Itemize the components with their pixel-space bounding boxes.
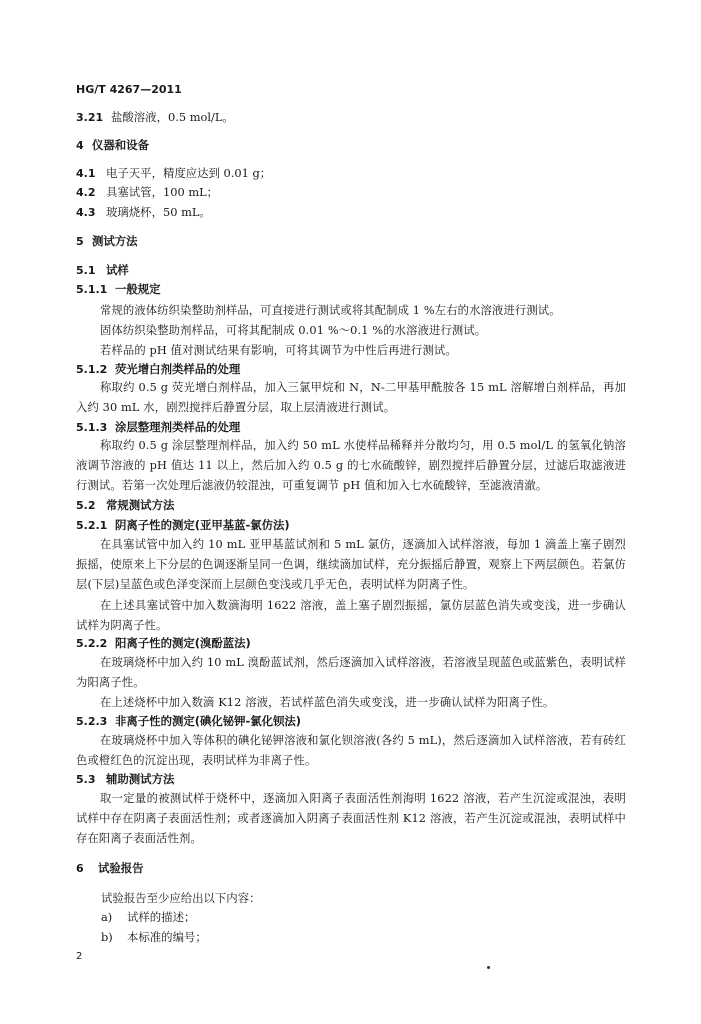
clause-4-2	[76, 185, 218, 200]
clause-5-1-3-paragraph: 称取约 0.5 g 涂层整理剂样品，加入约 50 mL 水使样品稀释并分散均匀，用 0.5 mol/L 的氢氧化钠溶液调节溶液的 pH 值达 11 以上，然后加入约 0.5 g 的七水硫酸锌，剧烈搅拌后静置分层，过滤后取滤液进行测试。若第一次处理后滤液仍较混浊，可重复调节 pH 值和加入七水硫酸锌，至滤液清澈。	[76, 439, 626, 492]
clause-number: 3.21	[76, 111, 104, 124]
page-number: 2	[76, 951, 83, 962]
clause-4-3	[76, 205, 211, 220]
clause-number: 5.2.3	[76, 715, 108, 728]
section-number: 4	[76, 139, 84, 152]
clause-number: 5.2.2	[76, 637, 108, 650]
clause-5-1-1-paragraph-3: 若样品的 pH 值对测试结果有影响，可将其调节为中性后再进行测试。	[100, 344, 457, 357]
list-label: a)	[101, 910, 113, 924]
clause-5-2-2-heading	[76, 636, 251, 651]
clause-5-2-3-heading	[76, 714, 301, 729]
clause-text: 具塞试管，100 mL；	[106, 185, 219, 199]
clause-number: 5.1	[76, 264, 96, 277]
clause-number: 5.3	[76, 773, 96, 786]
section-6-heading	[76, 861, 144, 876]
clause-title: 荧光增白剂类样品的处理	[115, 362, 241, 376]
clause-5-2-heading	[76, 498, 174, 513]
clause-5-1-1-paragraph-2: 固体纺织染整助剂样品，可将其配制成 0.01 %～0.1 %的水溶液进行测试。	[100, 324, 487, 337]
clause-number: 5.1.3	[76, 421, 108, 434]
clause-title: 一般规定	[115, 282, 161, 296]
section-title: 试验报告	[98, 861, 144, 875]
list-text: 试样的描述；	[127, 910, 196, 924]
clause-number: 5.1.1	[76, 283, 108, 296]
clause-5-2-1-heading	[76, 518, 290, 533]
clause-number: 5.2.1	[76, 519, 108, 532]
list-label: b)	[101, 930, 113, 944]
clause-number: 4.2	[76, 186, 96, 199]
clause-title: 非离子性的测定(碘化铋钾-氯化钡法)	[115, 714, 301, 728]
section-title: 仪器和设备	[92, 138, 149, 152]
clause-5-3-paragraph: 取一定量的被测试样于烧杯中，逐滴加入阳离子表面活性剂海明 1622 溶液，若产生沉淀或混浊，表明试样中存在阴离子表面活性剂；或者逐滴加入阴离子表面活性剂 K12 溶液，若产生沉淀或混浊，表明试样中存在阳离子表面活性剂。	[76, 792, 626, 845]
standard-header: HG/T 4267—2011	[76, 83, 182, 96]
clause-title: 辅助测试方法	[106, 772, 175, 786]
section-number: 5	[76, 235, 84, 248]
section-5-heading	[76, 234, 138, 249]
section-title: 测试方法	[92, 234, 138, 248]
report-item-a	[101, 910, 195, 924]
report-intro: 试验报告至少应给出以下内容：	[101, 891, 261, 905]
clause-3-21	[76, 110, 234, 125]
clause-5-2-3-paragraph: 在玻璃烧杯中加入等体积的碘化铋钾溶液和氯化钡溶液(各约 5 mL)，然后逐滴加入试样溶液，若有砖红色或橙红色的沉淀出现，表明试样为非离子性。	[76, 734, 626, 767]
clause-5-2-1-paragraph-2: 在上述具塞试管中加入数滴海明 1622 溶液，盖上塞子剧烈振摇，氯仿层蓝色消失或变浅，进一步确认试样为阴离子性。	[76, 599, 626, 632]
clause-title: 阳离子性的测定(溴酚蓝法)	[115, 636, 251, 650]
clause-title: 阴离子性的测定(亚甲基蓝-氯仿法)	[115, 518, 290, 532]
list-text: 本标准的编号；	[127, 930, 207, 944]
section-number: 6	[76, 862, 84, 875]
clause-number: 4.3	[76, 206, 96, 219]
clause-5-2-2-paragraph-2: 在上述烧杯中加入数滴 K12 溶液，若试样蓝色消失或变浅，进一步确认试样为阳离子性。	[100, 696, 555, 709]
clause-title: 常规测试方法	[106, 498, 175, 512]
report-item-b	[101, 930, 207, 944]
clause-5-1-1-paragraph-1: 常规的液体纺织染整助剂样品，可直接进行测试或将其配制成 1 %左右的水溶液进行测试。	[100, 304, 561, 317]
clause-5-3-heading	[76, 772, 174, 787]
clause-5-1-1-heading	[76, 282, 161, 297]
section-4-heading	[76, 138, 149, 153]
clause-title: 试样	[106, 263, 129, 277]
clause-number: 5.1.2	[76, 363, 108, 376]
clause-5-2-1-paragraph-1: 在具塞试管中加入约 10 mL 亚甲基蓝试剂和 5 mL 氯仿，逐滴加入试样溶液，每加 1 滴盖上塞子剧烈振摇，使原来上下分层的色调逐渐呈同一色调，继续滴加试样，充分振摇后静置，观察上下两层颜色。若氯仿层(下层)呈蓝色或色泽变深而上层颜色变浅或几乎无色，表明试样为阴离子性。	[76, 538, 626, 591]
clause-4-1	[76, 166, 271, 181]
clause-5-1-2-heading	[76, 362, 240, 377]
clause-number: 5.2	[76, 499, 96, 512]
clause-5-1-heading	[76, 263, 129, 278]
clause-5-1-2-paragraph: 称取约 0.5 g 荧光增白剂样品，加入三氯甲烷和 N，N-二甲基甲酰胺各 15 mL 溶解增白剂样品，再加入约 30 mL 水，剧烈搅拌后静置分层，取上层清液进行测试。	[76, 381, 626, 414]
scan-speck	[487, 966, 490, 969]
clause-text: 玻璃烧杯，50 mL。	[106, 205, 211, 219]
clause-title: 涂层整理剂类样品的处理	[115, 420, 241, 434]
clause-number: 4.1	[76, 167, 96, 180]
clause-5-1-3-heading	[76, 420, 240, 435]
clause-5-2-2-paragraph-1: 在玻璃烧杯中加入约 10 mL 溴酚蓝试剂，然后逐滴加入试样溶液，若溶液呈现蓝色或蓝紫色，表明试样为阳离子性。	[76, 656, 626, 689]
clause-text: 盐酸溶液，0.5 mol/L。	[111, 110, 234, 124]
clause-text: 电子天平，精度应达到 0.01 g；	[106, 166, 272, 180]
